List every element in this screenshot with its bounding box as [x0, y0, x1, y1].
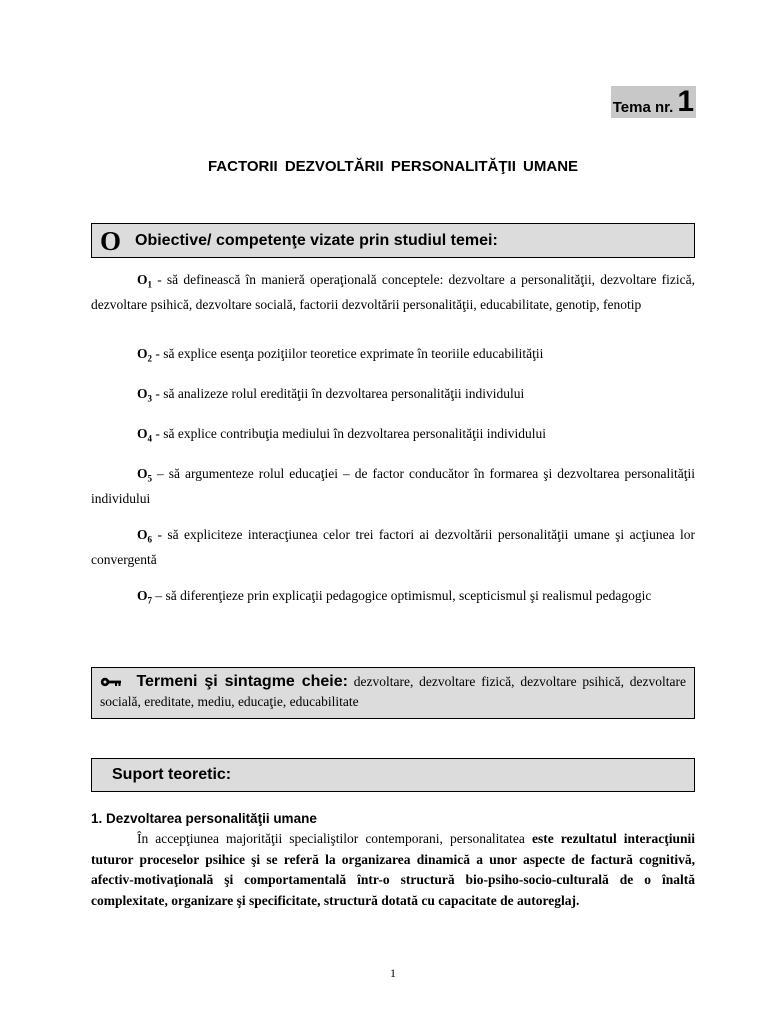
objective-item: $O_4$ - să explice contribuţia mediului în dezvoltarea personalităţii individului	[137, 426, 547, 444]
topic-number-label	[611, 86, 696, 118]
section-paragraph: În accepţiunea majorităţii specialiştilor contemporani, personalitatea este rezultatul interacţiunii tuturor proceselor psihice şi se referă la organizarea dinamică a unor aspecte de factură cognitivă, afectiv-motivaţională şi comportamentală într-o structură bio-psiho-socio-culturală de o înaltă complexitate, organizare şi specificitate, structură dotată cu capacitate de autoreglaj.	[91, 831, 695, 908]
keywords-list: dezvoltare, dezvoltare fizică, dezvoltare psihică, dezvoltare socială, ereditate, mediu, educaţie, educabilitate	[100, 674, 687, 709]
objective-item: $O_6$ - să expliciteze interacţiunea celor trei factori ai dezvoltării personalităţii umane şi acţiunea lor convergentă	[91, 527, 695, 567]
objectives-heading: Obiective/ competenţe vizate prin studiul temei:	[135, 231, 498, 249]
objective-item: $O_5$ – să argumenteze rolul educaţiei – de factor conducător în formarea şi dezvoltarea personalităţii individului	[91, 466, 695, 506]
topic-number: 1	[677, 85, 694, 118]
document-title: FACTORII DEZVOLTĂRII PERSONALITĂŢII UMANE	[207, 158, 579, 175]
keywords-heading: Termeni şi sintagme cheie:	[136, 673, 348, 690]
theory-box	[91, 758, 695, 792]
topic-label: Tema nr.	[612, 99, 674, 116]
objectives-glyph: O	[100, 225, 122, 256]
section-heading: 1. Dezvoltarea personalităţii umane	[91, 811, 317, 826]
objective-item: $O_2$ - să explice esenţa poziţiilor teoretice exprimate în teoriile educabilităţii	[137, 346, 544, 364]
keywords-box	[91, 667, 695, 719]
objective-item: $O_7$ – să diferenţieze prin explicaţii pedagogice optimismul, scepticismul şi realismul pedagogic	[137, 588, 652, 606]
key-icon	[100, 673, 128, 690]
objective-item: $O_1$ - să definească în manieră operaţională conceptele: dezvoltare a personalităţii, dezvoltare fizică, dezvoltare psihică, dezvoltare socială, factorii dezvoltării personalităţii, educabilitate, genotip, fenotip	[91, 272, 695, 312]
page-number: 1	[390, 966, 396, 980]
objective-item: $O_3$ - să analizeze rolul eredităţii în dezvoltarea personalităţii individului	[137, 386, 525, 404]
theory-heading: Suport teoretic:	[112, 766, 232, 783]
objectives-box	[91, 223, 695, 258]
